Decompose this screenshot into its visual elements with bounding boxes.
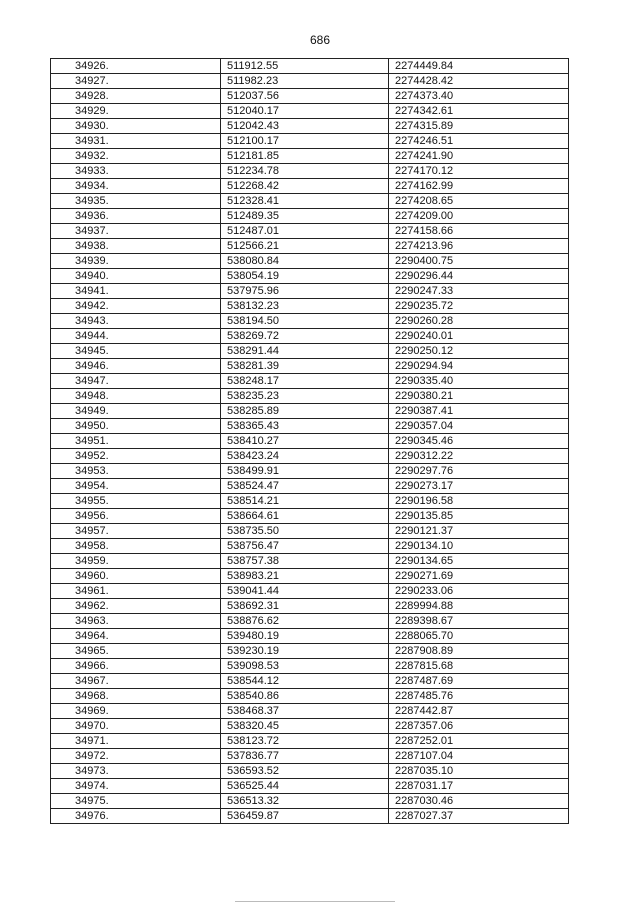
table-row	[51, 119, 569, 134]
easting-cell: 538524.47	[221, 479, 389, 494]
northing-cell: 2290400.75	[389, 254, 569, 269]
point-number-cell: 34972.	[51, 749, 221, 764]
table-row	[51, 314, 569, 329]
point-number-cell: 34968.	[51, 689, 221, 704]
point-number-cell: 34932.	[51, 149, 221, 164]
table-row	[51, 419, 569, 434]
table-row	[51, 149, 569, 164]
northing-cell: 2290247.33	[389, 284, 569, 299]
table-row	[51, 554, 569, 569]
point-number-cell: 34960.	[51, 569, 221, 584]
easting-cell: 538983.21	[221, 569, 389, 584]
easting-cell: 536513.32	[221, 794, 389, 809]
easting-cell: 538123.72	[221, 734, 389, 749]
easting-cell: 536593.52	[221, 764, 389, 779]
coordinates-table-body	[51, 59, 569, 824]
table-row	[51, 749, 569, 764]
table-row	[51, 494, 569, 509]
table-row	[51, 284, 569, 299]
table-row	[51, 689, 569, 704]
easting-cell: 538291.44	[221, 344, 389, 359]
point-number-cell: 34948.	[51, 389, 221, 404]
northing-cell: 2287031.17	[389, 779, 569, 794]
northing-cell: 2290312.22	[389, 449, 569, 464]
point-number-cell: 34927.	[51, 74, 221, 89]
northing-cell: 2274209.00	[389, 209, 569, 224]
point-number-cell: 34955.	[51, 494, 221, 509]
northing-cell: 2290380.21	[389, 389, 569, 404]
table-row	[51, 329, 569, 344]
easting-cell: 511982.23	[221, 74, 389, 89]
point-number-cell: 34962.	[51, 599, 221, 614]
easting-cell: 512489.35	[221, 209, 389, 224]
point-number-cell: 34940.	[51, 269, 221, 284]
point-number-cell: 34935.	[51, 194, 221, 209]
easting-cell: 538664.61	[221, 509, 389, 524]
northing-cell: 2287107.04	[389, 749, 569, 764]
northing-cell: 2287815.68	[389, 659, 569, 674]
table-row	[51, 59, 569, 74]
table-row	[51, 209, 569, 224]
easting-cell: 512037.56	[221, 89, 389, 104]
point-number-cell: 34952.	[51, 449, 221, 464]
point-number-cell: 34954.	[51, 479, 221, 494]
northing-cell: 2274315.89	[389, 119, 569, 134]
northing-cell: 2290335.40	[389, 374, 569, 389]
northing-cell: 2287487.69	[389, 674, 569, 689]
table-row	[51, 764, 569, 779]
easting-cell: 537975.96	[221, 284, 389, 299]
table-row	[51, 734, 569, 749]
northing-cell: 2287035.10	[389, 764, 569, 779]
point-number-cell: 34973.	[51, 764, 221, 779]
table-row	[51, 194, 569, 209]
table-row	[51, 389, 569, 404]
easting-cell: 538054.19	[221, 269, 389, 284]
easting-cell: 538735.50	[221, 524, 389, 539]
table-row	[51, 584, 569, 599]
easting-cell: 538194.50	[221, 314, 389, 329]
table-row	[51, 404, 569, 419]
northing-cell: 2290296.44	[389, 269, 569, 284]
table-row	[51, 179, 569, 194]
northing-cell: 2290233.06	[389, 584, 569, 599]
point-number-cell: 34966.	[51, 659, 221, 674]
table-row	[51, 464, 569, 479]
table-row	[51, 644, 569, 659]
easting-cell: 538757.38	[221, 554, 389, 569]
table-row	[51, 239, 569, 254]
northing-cell: 2287027.37	[389, 809, 569, 824]
northing-cell: 2287908.89	[389, 644, 569, 659]
point-number-cell: 34936.	[51, 209, 221, 224]
easting-cell: 538876.62	[221, 614, 389, 629]
point-number-cell: 34947.	[51, 374, 221, 389]
table-row	[51, 524, 569, 539]
point-number-cell: 34933.	[51, 164, 221, 179]
northing-cell: 2287442.87	[389, 704, 569, 719]
northing-cell: 2290134.65	[389, 554, 569, 569]
point-number-cell: 34964.	[51, 629, 221, 644]
easting-cell: 538080.84	[221, 254, 389, 269]
point-number-cell: 34938.	[51, 239, 221, 254]
easting-cell: 539230.19	[221, 644, 389, 659]
table-row	[51, 374, 569, 389]
easting-cell: 512040.17	[221, 104, 389, 119]
northing-cell: 2287252.01	[389, 734, 569, 749]
table-row	[51, 614, 569, 629]
northing-cell: 2287030.46	[389, 794, 569, 809]
easting-cell: 537836.77	[221, 749, 389, 764]
easting-cell: 511912.55	[221, 59, 389, 74]
point-number-cell: 34951.	[51, 434, 221, 449]
table-row	[51, 539, 569, 554]
point-number-cell: 34957.	[51, 524, 221, 539]
coordinates-table	[50, 58, 569, 824]
point-number-cell: 34969.	[51, 704, 221, 719]
northing-cell: 2290297.76	[389, 464, 569, 479]
northing-cell: 2274158.66	[389, 224, 569, 239]
easting-cell: 538285.89	[221, 404, 389, 419]
table-row	[51, 74, 569, 89]
easting-cell: 512100.17	[221, 134, 389, 149]
northing-cell: 2290134.10	[389, 539, 569, 554]
northing-cell: 2287357.06	[389, 719, 569, 734]
northing-cell: 2290135.85	[389, 509, 569, 524]
point-number-cell: 34975.	[51, 794, 221, 809]
easting-cell: 536525.44	[221, 779, 389, 794]
easting-cell: 538132.23	[221, 299, 389, 314]
northing-cell: 2274170.12	[389, 164, 569, 179]
point-number-cell: 34961.	[51, 584, 221, 599]
easting-cell: 538468.37	[221, 704, 389, 719]
point-number-cell: 34945.	[51, 344, 221, 359]
northing-cell: 2274213.96	[389, 239, 569, 254]
point-number-cell: 34943.	[51, 314, 221, 329]
easting-cell: 538499.91	[221, 464, 389, 479]
northing-cell: 2274373.40	[389, 89, 569, 104]
point-number-cell: 34930.	[51, 119, 221, 134]
point-number-cell: 34970.	[51, 719, 221, 734]
point-number-cell: 34928.	[51, 89, 221, 104]
table-row	[51, 254, 569, 269]
easting-cell: 538692.31	[221, 599, 389, 614]
table-row	[51, 809, 569, 824]
easting-cell: 538544.12	[221, 674, 389, 689]
northing-cell: 2274449.84	[389, 59, 569, 74]
easting-cell: 512328.41	[221, 194, 389, 209]
easting-cell: 539041.44	[221, 584, 389, 599]
easting-cell: 512487.01	[221, 224, 389, 239]
northing-cell: 2274342.61	[389, 104, 569, 119]
table-row	[51, 104, 569, 119]
northing-cell: 2289398.67	[389, 614, 569, 629]
easting-cell: 538281.39	[221, 359, 389, 374]
table-row	[51, 509, 569, 524]
northing-cell: 2274428.42	[389, 74, 569, 89]
point-number-cell: 34976.	[51, 809, 221, 824]
table-row	[51, 89, 569, 104]
easting-cell: 538410.27	[221, 434, 389, 449]
easting-cell: 538423.24	[221, 449, 389, 464]
easting-cell: 538756.47	[221, 539, 389, 554]
easting-cell: 539098.53	[221, 659, 389, 674]
easting-cell: 536459.87	[221, 809, 389, 824]
northing-cell: 2288065.70	[389, 629, 569, 644]
table-row	[51, 629, 569, 644]
northing-cell: 2290260.28	[389, 314, 569, 329]
point-number-cell: 34931.	[51, 134, 221, 149]
northing-cell: 2290357.04	[389, 419, 569, 434]
easting-cell: 538248.17	[221, 374, 389, 389]
easting-cell: 538365.43	[221, 419, 389, 434]
table-row	[51, 164, 569, 179]
easting-cell: 538514.21	[221, 494, 389, 509]
point-number-cell: 34959.	[51, 554, 221, 569]
easting-cell: 538320.45	[221, 719, 389, 734]
table-row	[51, 299, 569, 314]
point-number-cell: 34958.	[51, 539, 221, 554]
northing-cell: 2274241.90	[389, 149, 569, 164]
point-number-cell: 34926.	[51, 59, 221, 74]
table-row	[51, 434, 569, 449]
page-number: 686	[309, 33, 331, 47]
northing-cell: 2289994.88	[389, 599, 569, 614]
point-number-cell: 34953.	[51, 464, 221, 479]
easting-cell: 538269.72	[221, 329, 389, 344]
easting-cell: 538235.23	[221, 389, 389, 404]
table-row	[51, 719, 569, 734]
table-row	[51, 479, 569, 494]
northing-cell: 2274208.65	[389, 194, 569, 209]
table-row	[51, 779, 569, 794]
point-number-cell: 34941.	[51, 284, 221, 299]
table-row	[51, 704, 569, 719]
northing-cell: 2290273.17	[389, 479, 569, 494]
northing-cell: 2290294.94	[389, 359, 569, 374]
point-number-cell: 34946.	[51, 359, 221, 374]
point-number-cell: 34965.	[51, 644, 221, 659]
easting-cell: 538540.86	[221, 689, 389, 704]
point-number-cell: 34939.	[51, 254, 221, 269]
point-number-cell: 34942.	[51, 299, 221, 314]
easting-cell: 512566.21	[221, 239, 389, 254]
table-row	[51, 449, 569, 464]
point-number-cell: 34944.	[51, 329, 221, 344]
point-number-cell: 34963.	[51, 614, 221, 629]
point-number-cell: 34967.	[51, 674, 221, 689]
footer-divider	[235, 901, 395, 902]
point-number-cell: 34934.	[51, 179, 221, 194]
northing-cell: 2290271.69	[389, 569, 569, 584]
table-row	[51, 569, 569, 584]
point-number-cell: 34950.	[51, 419, 221, 434]
easting-cell: 512042.43	[221, 119, 389, 134]
point-number-cell: 34929.	[51, 104, 221, 119]
northing-cell: 2290250.12	[389, 344, 569, 359]
northing-cell: 2290345.46	[389, 434, 569, 449]
northing-cell: 2274162.99	[389, 179, 569, 194]
point-number-cell: 34974.	[51, 779, 221, 794]
point-number-cell: 34937.	[51, 224, 221, 239]
point-number-cell: 34949.	[51, 404, 221, 419]
northing-cell: 2287485.76	[389, 689, 569, 704]
northing-cell: 2290235.72	[389, 299, 569, 314]
easting-cell: 512268.42	[221, 179, 389, 194]
easting-cell: 539480.19	[221, 629, 389, 644]
northing-cell: 2290240.01	[389, 329, 569, 344]
table-row	[51, 224, 569, 239]
northing-cell: 2290387.41	[389, 404, 569, 419]
table-row	[51, 134, 569, 149]
northing-cell: 2290196.58	[389, 494, 569, 509]
point-number-cell: 34956.	[51, 509, 221, 524]
point-number-cell: 34971.	[51, 734, 221, 749]
table-row	[51, 599, 569, 614]
table-row	[51, 344, 569, 359]
table-row	[51, 659, 569, 674]
northing-cell: 2290121.37	[389, 524, 569, 539]
northing-cell: 2274246.51	[389, 134, 569, 149]
table-row	[51, 269, 569, 284]
easting-cell: 512181.85	[221, 149, 389, 164]
table-row	[51, 359, 569, 374]
table-row	[51, 674, 569, 689]
easting-cell: 512234.78	[221, 164, 389, 179]
table-row	[51, 794, 569, 809]
